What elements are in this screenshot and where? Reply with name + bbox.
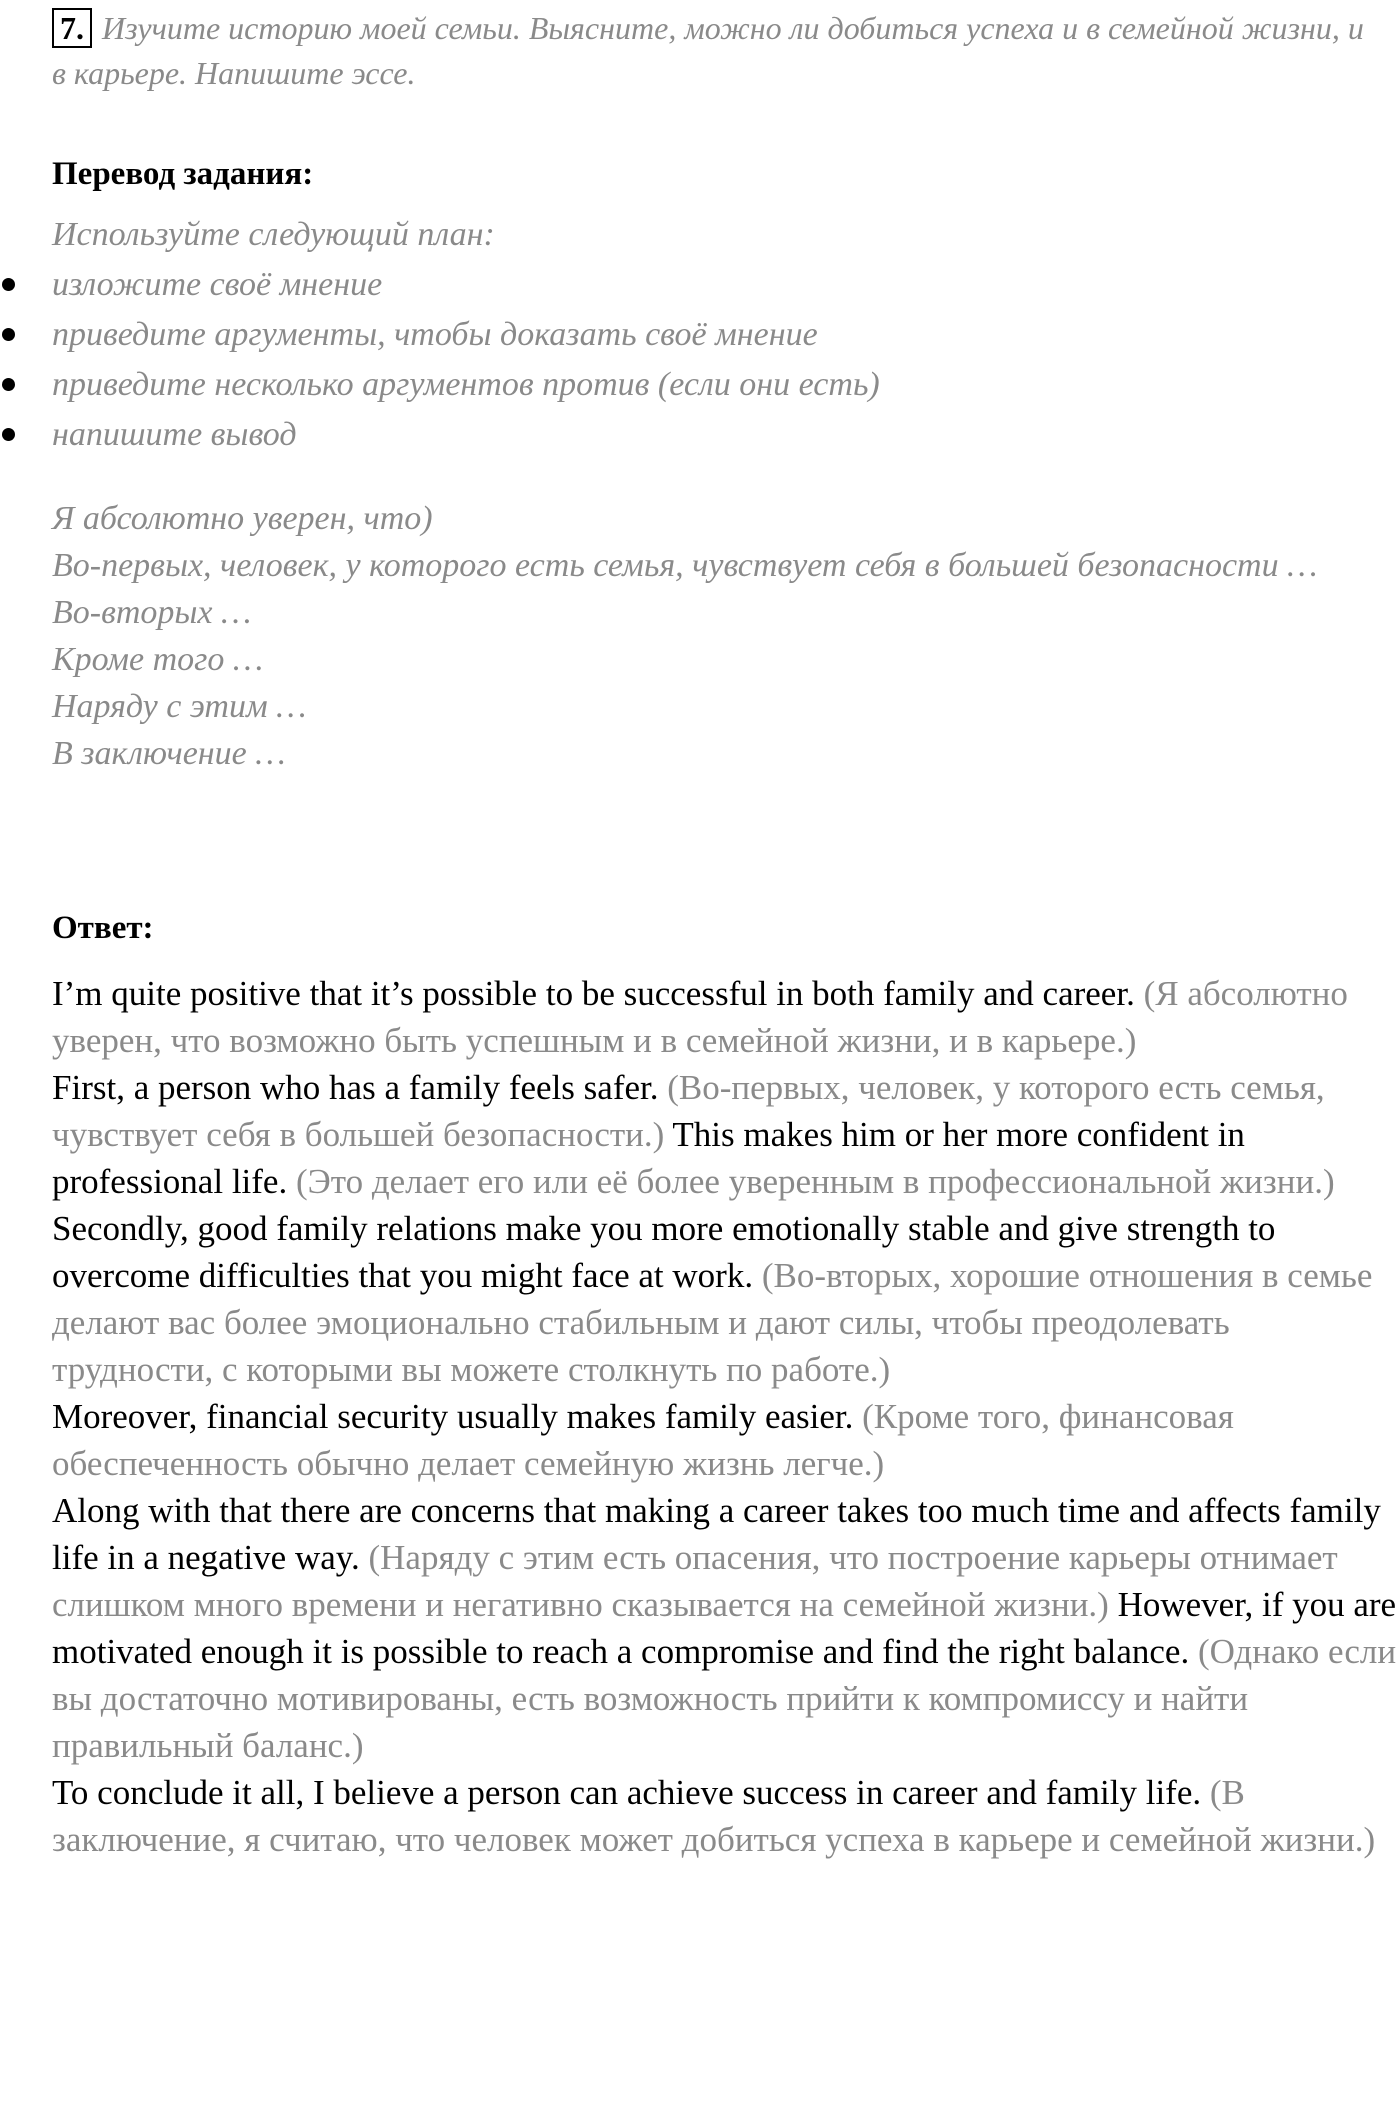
plan-item-text: изложите своё мнение bbox=[52, 266, 383, 303]
plan-item bbox=[52, 410, 1372, 460]
translation-heading: Перевод задания: bbox=[52, 156, 314, 192]
phrase: Кроме того … bbox=[52, 641, 264, 678]
phrase: В заключение … bbox=[52, 735, 286, 772]
phrase: Я абсолютно уверен, что) bbox=[52, 500, 433, 537]
task-number: 7. bbox=[52, 8, 92, 48]
russian-translation: (Я абсолютно уверен, что возможно быть успешным и в семейной жизни, и в карьере.) bbox=[52, 974, 1348, 1060]
english-sentence: Moreover, financial security usually makes family easier. bbox=[52, 1397, 854, 1436]
bullet-icon bbox=[2, 378, 15, 391]
russian-translation: (Наряду с этим есть опасения, что построение карьеры отнимает слишком много времени и негативно сказывается на семейной жизни.) bbox=[52, 1538, 1338, 1624]
task-text: Изучите историю моей семьи. Выясните, можно ли добиться успеха и в семейной жизни, и в карьере. Напишите эссе. bbox=[52, 10, 1364, 91]
english-sentence: However, if you are motivated enough it is possible to reach a compromise and find the right balance. bbox=[52, 1585, 1397, 1671]
phrase: Во-первых, человек, у которого есть семья, чувствует себя в большей безопасности … bbox=[52, 547, 1318, 584]
bullet-icon bbox=[2, 278, 15, 291]
russian-translation: (Это делает его или её более уверенным в профессиональной жизни.) bbox=[295, 1162, 1335, 1201]
plan-list bbox=[52, 260, 1372, 460]
plan-item bbox=[52, 260, 1372, 310]
answer-paragraph bbox=[52, 1393, 1397, 1487]
english-sentence: First, a person who has a family feels safer. bbox=[52, 1068, 659, 1107]
plan-intro: Используйте следующий план: bbox=[52, 216, 495, 253]
english-sentence: This makes him or her more confident in professional life. bbox=[52, 1115, 1245, 1201]
plan-section bbox=[52, 210, 1372, 460]
bullet-icon bbox=[2, 328, 15, 341]
task-statement bbox=[52, 6, 1382, 96]
phrase: Наряду с этим … bbox=[52, 688, 307, 725]
phrase: Во-вторых … bbox=[52, 594, 252, 631]
plan-item-text: приведите аргументы, чтобы доказать своё мнение bbox=[52, 316, 818, 353]
answer-paragraph bbox=[52, 1487, 1397, 1769]
answer-paragraph bbox=[52, 1769, 1397, 1863]
bullet-icon bbox=[2, 428, 15, 441]
english-sentence: Along with that there are concerns that making a career takes too much time and affects family life in a negative way. bbox=[52, 1491, 1381, 1577]
phrase-list bbox=[52, 495, 1372, 777]
answer-paragraph bbox=[52, 1205, 1397, 1393]
plan-item-text: приведите несколько аргументов против (если они есть) bbox=[52, 366, 880, 403]
plan-item bbox=[52, 310, 1372, 360]
answer-paragraph bbox=[52, 970, 1397, 1064]
russian-translation: (Во-вторых, хорошие отношения в семье делают вас более эмоционально стабильным и дают силы, чтобы преодолевать трудности, с которыми вы можете столкнуть по работе.) bbox=[52, 1256, 1373, 1389]
answer-heading: Ответ: bbox=[52, 910, 154, 946]
english-sentence: I’m quite positive that it’s possible to be successful in both family and career. bbox=[52, 974, 1135, 1013]
russian-translation: (В заключение, я считаю, что человек может добиться успеха в карьере и семейной жизни.) bbox=[52, 1773, 1376, 1859]
answer-paragraph bbox=[52, 1064, 1397, 1205]
plan-item-text: напишите вывод bbox=[52, 416, 297, 453]
russian-translation: (Однако если вы достаточно мотивированы, есть возможность прийти к компромиссу и найти правильный баланс.) bbox=[52, 1632, 1397, 1765]
english-sentence: Secondly, good family relations make you more emotionally stable and give strength to overcome difficulties that you might face at work. bbox=[52, 1209, 1276, 1295]
russian-translation: (Во-первых, человек, у которого есть семья, чувствует себя в большей безопасности.) bbox=[52, 1068, 1325, 1154]
answer-text bbox=[52, 970, 1397, 1863]
english-sentence: To conclude it all, I believe a person can achieve success in career and family life. bbox=[52, 1773, 1202, 1812]
russian-translation: (Кроме того, финансовая обеспеченность обычно делает семейную жизнь легче.) bbox=[52, 1397, 1234, 1483]
plan-item bbox=[52, 360, 1372, 410]
